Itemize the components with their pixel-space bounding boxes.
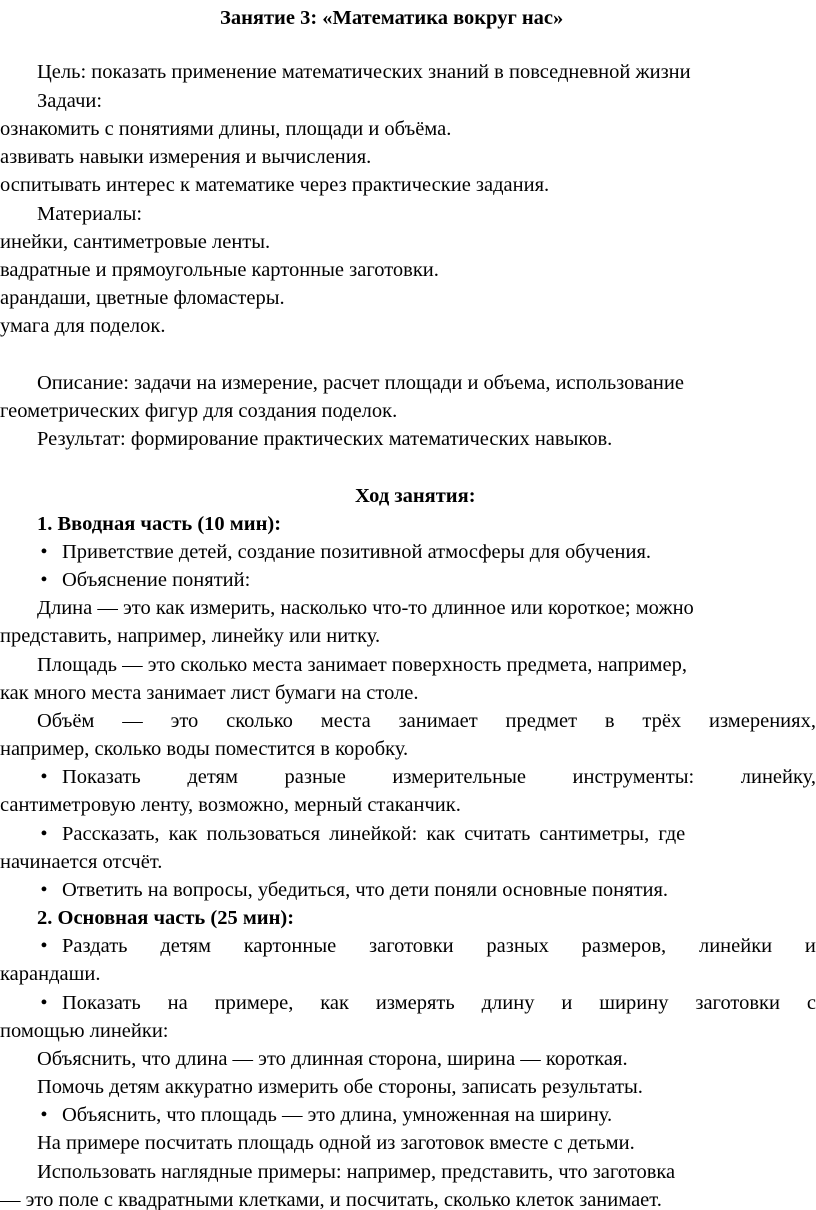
help-measure: Помочь детям аккуратно измерить обе стороны, записать результаты. — [37, 1076, 643, 1098]
course-heading: Ход занятия: — [355, 485, 476, 507]
word: с — [806, 992, 816, 1014]
word: и — [804, 935, 816, 957]
word: заготовки — [695, 992, 780, 1014]
area-definition: как много места занимает лист бумаги на столе. — [0, 682, 419, 704]
word: Объём — [37, 710, 95, 732]
visual-examples: Использовать наглядные примеры: например, представить, что заготовка — [37, 1161, 676, 1183]
word: сколько — [226, 710, 293, 732]
part2-bullet-measure-cont: помощью линейки: — [0, 1020, 169, 1042]
word: как — [320, 992, 349, 1014]
task-item: азвивать навыки измерения и вычисления. — [0, 146, 372, 168]
part1-bullet-concepts: Объяснение понятий: — [62, 569, 251, 591]
bullet-mark: • — [40, 992, 48, 1014]
part2-bullet-distribute-cont: карандаши. — [0, 963, 101, 985]
word: Раздать — [62, 935, 128, 957]
result-line: Результат: формирование практических математических навыков. — [37, 428, 613, 450]
part2-bullet-distribute — [62, 932, 816, 960]
word: инструменты: — [572, 766, 695, 788]
part1-bullet-questions: Ответить на вопросы, убедиться, что дети поняли основные понятия. — [62, 879, 669, 901]
word: — — [122, 710, 143, 732]
bullet-mark: • — [40, 935, 48, 957]
goal-line: Цель: показать применение математических знаний в повседневной жизни — [37, 61, 691, 83]
example-area: На примере посчитать площадь одной из заготовок вместе с детьми. — [37, 1132, 635, 1154]
part2-bullet-area: Объяснить, что площадь — это длина, умноженная на ширину. — [62, 1104, 613, 1126]
word: измерениях, — [709, 710, 816, 732]
word: Показать — [62, 766, 141, 788]
word: Показать — [62, 992, 141, 1014]
part2-bullet-measure — [62, 989, 816, 1017]
tasks-heading: Задачи: — [37, 90, 103, 112]
word: это — [170, 710, 199, 732]
part1-heading: 1. Вводная часть (10 мин): — [37, 513, 282, 535]
word: разные — [284, 766, 346, 788]
word: предмет — [505, 710, 578, 732]
part1-bullet-greeting: Приветствие детей, создание позитивной атмосферы для обучения. — [62, 541, 652, 563]
word: в — [604, 710, 615, 732]
material-item: инейки, сантиметровые ленты. — [0, 231, 271, 253]
bullet-mark: • — [40, 541, 48, 563]
length-definition: Длина — это как измерить, насколько что-то длинное или короткое; можно — [37, 597, 694, 619]
bullet-mark: • — [40, 766, 48, 788]
volume-definition — [37, 707, 816, 735]
word: и — [561, 992, 573, 1014]
word: детям — [160, 935, 211, 957]
part2-heading: 2. Основная часть (25 мин): — [37, 907, 295, 929]
visual-examples: — это поле с квадратными клетками, и посчитать, сколько клеток занимает. — [0, 1189, 662, 1210]
word: картонные — [243, 935, 337, 957]
word: измерять — [375, 992, 455, 1014]
description-line: Описание: задачи на измерение, расчет площади и объема, использование — [37, 372, 684, 394]
word: детям — [187, 766, 238, 788]
task-item: оспитывать интерес к математике через практические задания. — [0, 174, 550, 196]
part1-bullet-ruler-cont: начинается отсчёт. — [0, 851, 163, 873]
bullet-mark: • — [40, 823, 48, 845]
lesson-title: Занятие 3: «Математика вокруг нас» — [220, 7, 564, 29]
material-item: арандаши, цветные фломастеры. — [0, 287, 285, 309]
explain-length-width: Объяснить, что длина — это длинная сторона, ширина — короткая. — [37, 1048, 628, 1070]
part1-bullet-tools-cont: сантиметровую ленту, возможно, мерный стаканчик. — [0, 794, 461, 816]
length-definition: представить, например, линейку или нитку. — [0, 625, 381, 647]
part1-bullet-tools — [62, 763, 816, 791]
materials-heading: Материалы: — [37, 203, 143, 225]
word: линейки — [698, 935, 773, 957]
word: заготовки — [369, 935, 454, 957]
volume-definition: например, сколько воды поместится в коробку. — [0, 738, 409, 760]
bullet-mark: • — [40, 569, 48, 591]
bullet-mark: • — [40, 879, 48, 901]
bullet-mark: • — [40, 1104, 48, 1126]
material-item: умага для поделок. — [0, 315, 166, 337]
area-definition: Площадь — это сколько места занимает поверхность предмета, например, — [37, 654, 687, 676]
word: измерительные — [392, 766, 526, 788]
word: места — [320, 710, 371, 732]
word: примере, — [214, 992, 294, 1014]
word: занимает — [398, 710, 478, 732]
word: трёх — [642, 710, 682, 732]
description-line: геометрических фигур для создания поделок. — [0, 400, 398, 422]
word: ширину — [599, 992, 669, 1014]
material-item: вадратные и прямоугольные картонные заготовки. — [0, 259, 439, 281]
word: разных — [486, 935, 549, 957]
word: на — [167, 992, 188, 1014]
word: размеров, — [581, 935, 667, 957]
word: длину — [481, 992, 535, 1014]
part1-bullet-ruler: Рассказать, как пользоваться линейкой: как считать сантиметры, где — [62, 823, 686, 845]
word: линейку, — [740, 766, 816, 788]
task-item: ознакомить с понятиями длины, площади и объёма. — [0, 118, 452, 140]
